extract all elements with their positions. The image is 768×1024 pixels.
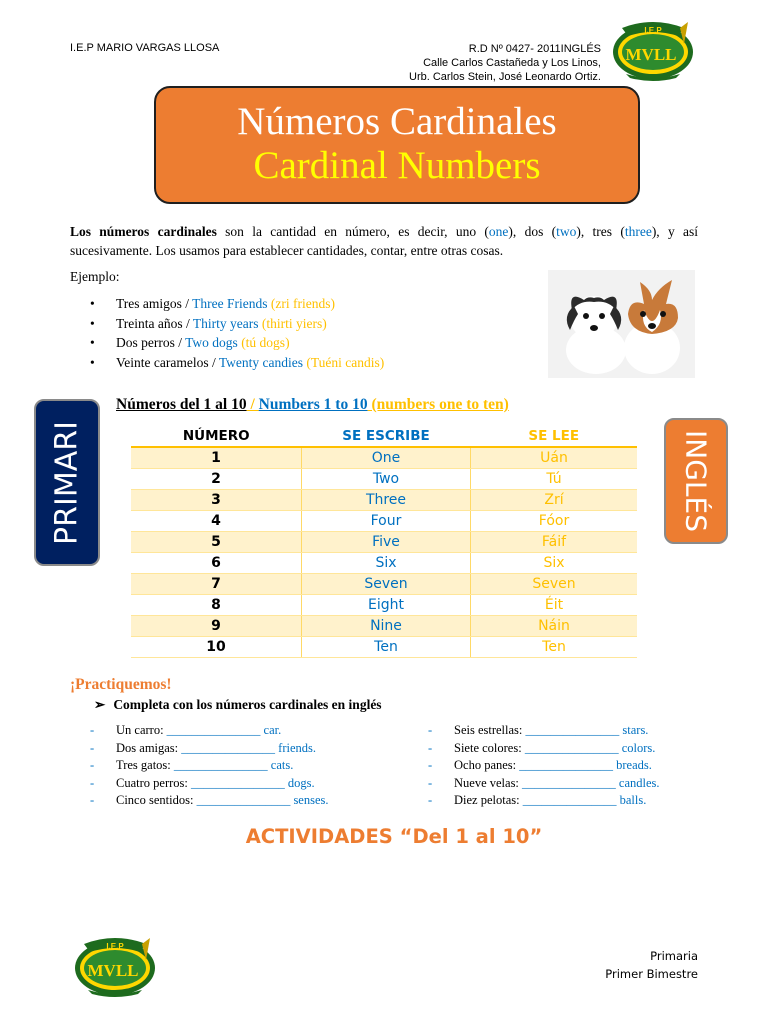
table-row: [131, 637, 637, 658]
cell-number: 7: [131, 574, 302, 595]
table-row: [131, 532, 637, 553]
exercise-noun: balls.: [616, 793, 647, 807]
cell-written: Three: [302, 490, 471, 511]
section-title-pron: (numbers one to ten): [367, 396, 509, 413]
table-row: [131, 595, 637, 616]
title-spanish: Números Cardinales: [237, 100, 557, 143]
dash-bullet: -: [90, 758, 95, 772]
exercise-noun: cats.: [267, 758, 294, 772]
exercise-item: [428, 740, 660, 758]
footer: [605, 947, 698, 983]
exercise-item: [90, 722, 329, 740]
table-header-row: [131, 425, 637, 447]
exercise-item: [428, 775, 660, 793]
cell-number: 9: [131, 616, 302, 637]
exercise-prompt: Siete colores:: [454, 740, 525, 755]
cell-written: Two: [302, 469, 471, 490]
exercise-prompt: Un carro:: [116, 723, 167, 737]
dash-bullet: -: [428, 793, 433, 807]
list-item: [90, 335, 384, 355]
answer-blank: _______________: [173, 758, 268, 772]
exercise-item: [90, 740, 329, 758]
example-es: Veinte caramelos /: [116, 354, 219, 370]
footer-term: Primer Bimestre: [605, 967, 698, 981]
cell-number: 2: [131, 469, 302, 490]
cell-written: Four: [302, 511, 471, 532]
cell-number: 5: [131, 532, 302, 553]
table-row: [131, 469, 637, 490]
cell-written: Five: [302, 532, 471, 553]
exercise-list-right: [428, 722, 660, 810]
cell-number: 4: [131, 511, 302, 532]
column-header-written: SE ESCRIBE: [302, 425, 471, 447]
answer-blank: _______________: [525, 723, 620, 737]
bullet-icon: •: [90, 296, 95, 311]
dash-bullet: -: [90, 793, 95, 807]
section-title-slash: /: [246, 396, 259, 413]
table-row: [131, 553, 637, 574]
exercise-prompt: Cuatro perros:: [116, 775, 191, 790]
example-es: Treinta años /: [116, 315, 193, 331]
example-en: Two dogs: [185, 335, 238, 350]
cell-number: 1: [131, 447, 302, 469]
footer-level: Primaria: [650, 949, 698, 963]
column-header-number: NÚMERO: [131, 425, 302, 447]
resolution-line: R.D Nº 0427- 2011INGLÉS: [468, 43, 601, 55]
exercise-prompt: Nueve velas:: [454, 775, 523, 790]
intro-bold: Los números cardinales: [70, 224, 217, 239]
subject-tab: [664, 418, 728, 544]
bullet-icon: •: [90, 315, 95, 331]
logo-top-text: I.E.P: [106, 942, 124, 951]
exercise-item: [90, 757, 329, 775]
cell-number: 6: [131, 553, 302, 574]
answer-blank: _______________: [524, 740, 619, 755]
table-row: [131, 616, 637, 637]
cell-read: Ten: [471, 637, 638, 658]
table-row: [131, 490, 637, 511]
practice-heading: ¡Practiquemos!: [70, 676, 172, 693]
dash-bullet: -: [428, 758, 433, 772]
exercise-prompt: Cinco sentidos:: [116, 793, 197, 807]
cell-read: Uán: [471, 447, 638, 469]
example-en: Three Friends: [192, 296, 268, 311]
dash-bullet: -: [90, 740, 95, 755]
cell-written: Nine: [302, 616, 471, 637]
example-pron: (Tuéni candis): [303, 354, 385, 370]
exercise-item: [428, 792, 660, 810]
exercise-prompt: Ocho panes:: [454, 758, 520, 772]
exercise-noun: car.: [260, 723, 282, 737]
logo-center-text: MVLL: [625, 45, 677, 64]
dash-bullet: -: [428, 740, 433, 755]
cell-written: Six: [302, 553, 471, 574]
practice-instruction: [94, 697, 382, 713]
cell-read: Fáif: [471, 532, 638, 553]
dash-bullet: -: [90, 723, 95, 737]
cell-number: 8: [131, 595, 302, 616]
exercise-noun: friends.: [275, 740, 316, 755]
exercise-prompt: Dos amigas:: [116, 740, 182, 755]
subject-tab-label: INGLÉS: [679, 430, 713, 532]
cell-written: Ten: [302, 637, 471, 658]
title-box: [154, 86, 640, 204]
dash-bullet: -: [428, 775, 433, 790]
numbers-table: [131, 425, 637, 658]
school-logo: [608, 18, 698, 82]
puppies-image: [548, 270, 695, 378]
answer-blank: _______________: [522, 775, 616, 790]
answer-blank: _______________: [519, 758, 614, 772]
address-line: Calle Carlos Castañeda y Los Linos,: [423, 57, 601, 69]
intro-two: two: [556, 224, 577, 239]
answer-blank: _______________: [522, 793, 617, 807]
school-logo-footer: [70, 934, 160, 998]
arrow-bullet-icon: ➢: [94, 697, 106, 712]
example-pron: (tú dogs): [237, 335, 290, 350]
exercise-noun: colors.: [618, 740, 656, 755]
cell-read: Éit: [471, 595, 638, 616]
address-line: Urb. Carlos Stein, José Leonardo Ortiz.: [409, 71, 601, 83]
section-title: [116, 396, 509, 414]
dash-bullet: -: [428, 723, 433, 737]
cell-number: 3: [131, 490, 302, 511]
section-title-es: Números del 1 al 10: [116, 396, 247, 413]
exercise-noun: senses.: [290, 793, 329, 807]
intro-text: ), tres (: [576, 224, 625, 239]
answer-blank: _______________: [166, 723, 261, 737]
cell-written: Eight: [302, 595, 471, 616]
bullet-icon: •: [90, 335, 95, 350]
level-tab-label: PRIMARI: [49, 420, 85, 545]
title-english: Cardinal Numbers: [253, 144, 541, 187]
table-row: [131, 511, 637, 532]
intro-paragraph: [70, 222, 698, 260]
school-address: [321, 42, 601, 84]
intro-one: one: [488, 224, 509, 239]
logo-center-text: MVLL: [87, 961, 139, 980]
intro-text: ), y así sucesivamente. Los usamos para establecer cantidades, contar, entre otras cosas.: [70, 224, 699, 258]
list-item: [90, 316, 384, 336]
logo-top-text: I.E.P: [644, 26, 662, 35]
exercise-list-left: [90, 722, 329, 810]
example-pron: (thirti yiers): [258, 315, 327, 331]
example-label: Ejemplo:: [70, 269, 120, 284]
exercise-noun: dogs.: [284, 775, 315, 790]
example-es: Dos perros /: [116, 335, 186, 350]
cell-number: 10: [131, 637, 302, 658]
example-en: Thirty years: [192, 315, 259, 331]
instruction-text: Completa con los números cardinales en inglés: [113, 697, 382, 712]
exercise-noun: stars.: [619, 723, 649, 737]
section-title-en: Numbers 1 to 10: [258, 396, 368, 413]
table-row: [131, 447, 637, 469]
list-item: [90, 355, 384, 375]
activities-title: ACTIVIDADES “Del 1 al 10”: [245, 825, 543, 848]
level-tab: [34, 399, 100, 566]
exercise-noun: breads.: [613, 758, 652, 772]
example-en: Twenty candies: [218, 354, 303, 370]
intro-text: ), dos (: [508, 224, 557, 239]
example-es: Tres amigos /: [116, 296, 193, 311]
school-name: I.E.P MARIO VARGAS LLOSA: [70, 42, 220, 54]
cell-read: Seven: [471, 574, 638, 595]
exercise-item: [428, 722, 660, 740]
dash-bullet: -: [90, 775, 95, 790]
list-item: [90, 296, 384, 316]
intro-text: son la cantidad en número, es decir, uno (: [216, 224, 489, 239]
cell-read: Zrí: [471, 490, 638, 511]
cell-read: Six: [471, 553, 638, 574]
exercise-item: [90, 775, 329, 793]
answer-blank: _______________: [196, 793, 291, 807]
exercise-prompt: Seis estrellas:: [454, 723, 526, 737]
exercise-item: [90, 792, 329, 810]
table-row: [131, 574, 637, 595]
intro-three: three: [624, 224, 652, 239]
exercise-noun: candles.: [615, 775, 660, 790]
exercise-prompt: Tres gatos:: [116, 758, 174, 772]
bullet-icon: •: [90, 354, 95, 370]
cell-written: One: [302, 447, 471, 469]
column-header-read: SE LEE: [471, 425, 638, 447]
answer-blank: _______________: [181, 740, 276, 755]
example-pron: (zri friends): [267, 296, 335, 311]
answer-blank: _______________: [190, 775, 285, 790]
exercise-prompt: Diez pelotas:: [454, 793, 523, 807]
example-list: [90, 296, 384, 374]
exercise-item: [428, 757, 660, 775]
cell-read: Tú: [471, 469, 638, 490]
cell-read: Fóor: [471, 511, 638, 532]
cell-written: Seven: [302, 574, 471, 595]
cell-read: Náin: [471, 616, 638, 637]
